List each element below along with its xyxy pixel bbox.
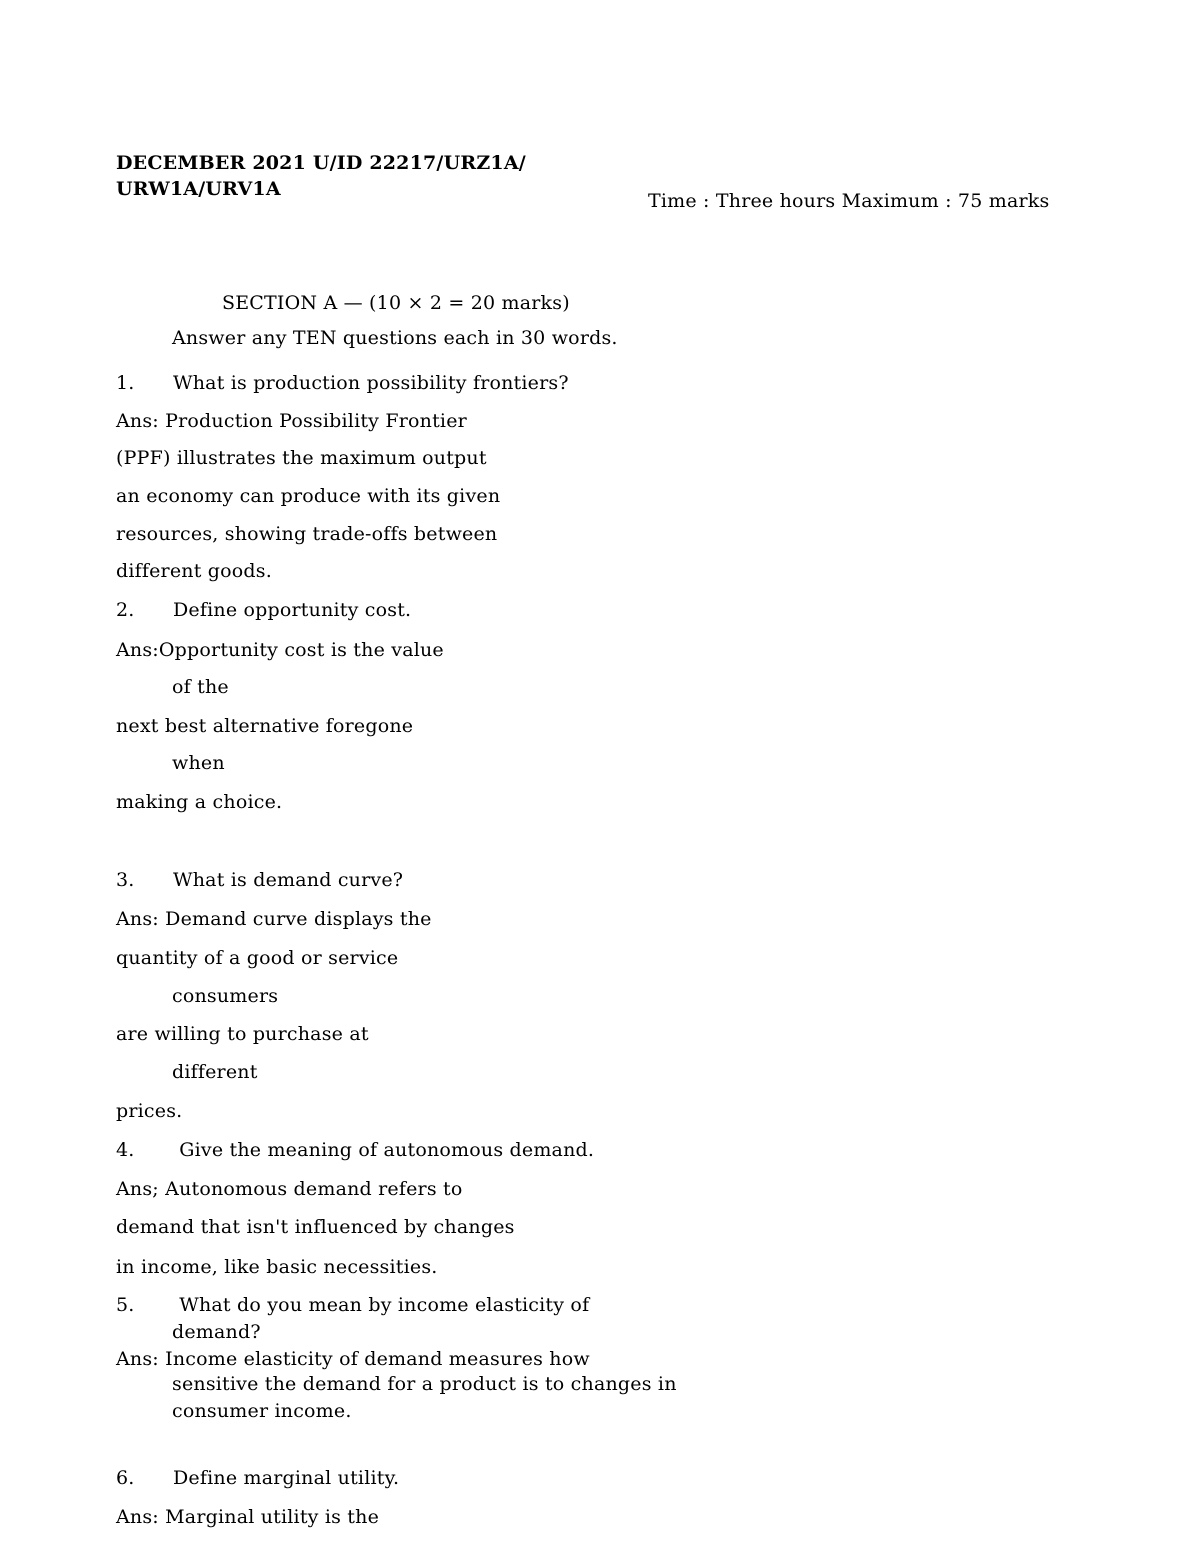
question-5: [116, 1294, 589, 1316]
question-text: Define marginal utility.: [173, 1467, 400, 1489]
question-2: [116, 599, 411, 621]
answer-line: different goods.: [116, 560, 272, 582]
answer-line: Ans; Autonomous demand refers to: [116, 1178, 463, 1200]
question-number: 5.: [116, 1294, 135, 1316]
answer-line: next best alternative foregone: [116, 715, 414, 737]
answer-line: are willing to purchase at: [116, 1023, 369, 1045]
answer-line: Ans: Demand curve displays the: [116, 908, 432, 930]
exam-header-line-1: DECEMBER 2021 U/ID 22217/URZ1A/: [116, 152, 526, 174]
answer-line: consumer income.: [172, 1400, 352, 1422]
question-text-continued: demand?: [172, 1321, 261, 1343]
question-number: 4.: [116, 1139, 135, 1161]
question-3: [116, 869, 403, 891]
question-number: 2.: [116, 599, 135, 621]
answer-line: quantity of a good or service: [116, 947, 399, 969]
answer-line: demand that isn't influenced by changes: [116, 1216, 515, 1238]
section-instruction: Answer any TEN questions each in 30 words.: [172, 327, 618, 349]
answer-line: sensitive the demand for a product is to changes in: [172, 1373, 677, 1395]
question-text: Give the meaning of autonomous demand.: [173, 1139, 595, 1161]
answer-line: (PPF) illustrates the maximum output: [116, 447, 487, 469]
question-4: [116, 1139, 594, 1161]
question-number: 3.: [116, 869, 135, 891]
answer-line: prices.: [116, 1100, 183, 1122]
question-text: What is production possibility frontiers?: [173, 372, 569, 394]
question-1: [116, 372, 569, 394]
question-text: What is demand curve?: [173, 869, 404, 891]
section-title: SECTION A — (10 × 2 = 20 marks): [222, 292, 570, 314]
answer-line: Ans: Income elasticity of demand measures how: [116, 1348, 590, 1370]
answer-line: when: [172, 752, 225, 774]
question-number: 6.: [116, 1467, 135, 1489]
answer-line: Ans:Opportunity cost is the value: [116, 639, 444, 661]
question-text: Define opportunity cost.: [173, 599, 412, 621]
answer-line: resources, showing trade-offs between: [116, 523, 498, 545]
answer-line: different: [172, 1061, 258, 1083]
answer-line: of the: [172, 676, 229, 698]
answer-line: consumers: [172, 985, 279, 1007]
answer-line: Ans: Marginal utility is the: [116, 1506, 380, 1528]
question-text: What do you mean by income elasticity of: [173, 1294, 590, 1316]
answer-line: Ans: Production Possibility Frontier: [116, 410, 467, 432]
time-marks-info: Time : Three hours Maximum : 75 marks: [648, 190, 1050, 212]
question-number: 1.: [116, 372, 135, 394]
answer-line: in income, like basic necessities.: [116, 1256, 438, 1278]
answer-line: making a choice.: [116, 791, 283, 813]
answer-line: an economy can produce with its given: [116, 485, 501, 507]
exam-header-line-2: URW1A/URV1A: [116, 178, 281, 200]
question-6: [116, 1467, 399, 1489]
